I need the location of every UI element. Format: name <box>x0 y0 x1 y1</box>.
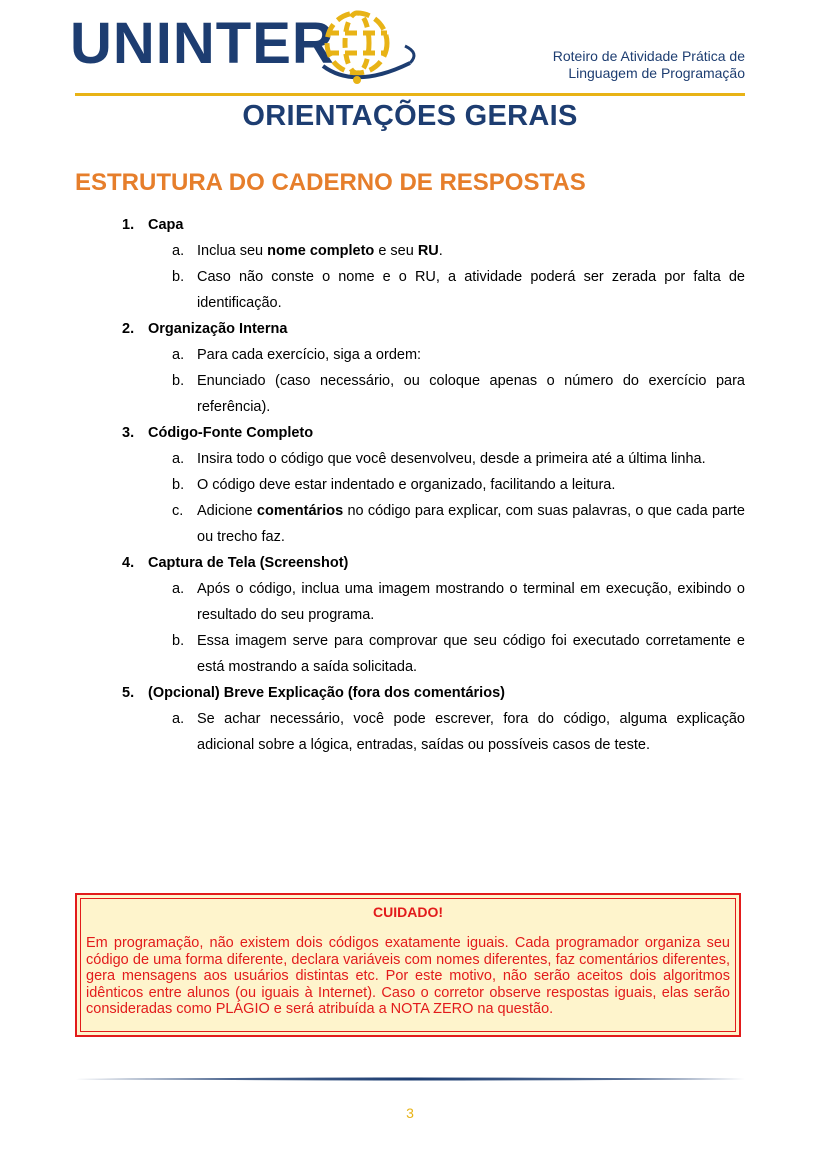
sub-item-text: Adicione comentários no código para explicar, com suas palavras, o que cada parte ou trecho faz. <box>197 503 745 545</box>
sub-item-text: Caso não conste o nome e o RU, a atividade poderá ser zerada por falta de identificação. <box>197 269 745 311</box>
item-title: Capa <box>148 217 184 233</box>
sub-item-letter: b. <box>172 477 185 493</box>
list-item-heading <box>122 212 745 238</box>
item-title: (Opcional) Breve Explicação (fora dos comentários) <box>148 685 505 701</box>
sub-item <box>122 342 745 368</box>
item-number: 2. <box>122 321 135 337</box>
page-title: ORIENTAÇÕES GERAIS <box>242 100 578 132</box>
sub-item <box>122 498 745 550</box>
section-title: ESTRUTURA DO CADERNO DE RESPOSTAS <box>75 169 586 196</box>
sub-item-letter: b. <box>172 633 185 649</box>
sub-item-text: Inclua seu nome completo e seu RU. <box>197 243 443 259</box>
item-number: 5. <box>122 685 135 701</box>
document-subtitle <box>553 48 745 82</box>
sub-item-letter: a. <box>172 711 185 727</box>
footer-divider <box>75 1077 745 1081</box>
sub-item <box>122 576 745 628</box>
sub-item <box>122 368 745 420</box>
sub-item-letter: a. <box>172 347 185 363</box>
page-number: 3 <box>406 1105 414 1121</box>
page-header <box>0 0 820 100</box>
subtitle-line-2: Linguagem de Programação <box>568 65 745 81</box>
sub-item <box>122 706 745 758</box>
sub-item-letter: a. <box>172 451 185 467</box>
logo-wordmark: UNINTER <box>70 11 335 76</box>
item-title: Organização Interna <box>148 321 288 337</box>
item-number: 1. <box>122 217 135 233</box>
uninter-logo <box>70 8 430 88</box>
sub-item-letter: c. <box>172 503 184 519</box>
answer-structure-list <box>122 212 745 758</box>
warning-text: Em programação, não existem dois códigos exatamente iguais. Cada programador organiza seu código de uma forma diferente, declara variáveis com nomes diferentes, faz comentários diferentes, gera mensagens aos usuários distintas etc. Por este motivo, não serão aceitos dois algoritmos idênticos entre alunos (ou iguais à Internet). Caso o corretor observe respostas iguais, elas serão consideradas como PLÁGIO e será atribuída a NOTA ZERO na questão. <box>86 935 730 1018</box>
sub-item <box>122 472 745 498</box>
sub-item-letter: b. <box>172 269 185 285</box>
list-item-heading <box>122 680 745 706</box>
sub-item <box>122 628 745 680</box>
sub-item-text: Se achar necessário, você pode escrever, fora do código, alguma explicação adicional sobre a lógica, entradas, saídas ou possíveis casos de teste. <box>197 711 745 753</box>
sub-item-letter: b. <box>172 373 185 389</box>
sub-item <box>122 238 745 264</box>
item-number: 3. <box>122 425 135 441</box>
sub-item-text: Essa imagem serve para comprovar que seu código foi executado corretamente e está mostrando a saída solicitada. <box>197 633 745 675</box>
globe-logo-icon <box>315 8 425 88</box>
sub-item-text: O código deve estar indentado e organizado, facilitando a leitura. <box>197 477 616 493</box>
sub-item <box>122 446 745 472</box>
item-title: Código-Fonte Completo <box>148 425 314 441</box>
sub-item-text: Insira todo o código que você desenvolveu, desde a primeira até a última linha. <box>197 451 706 467</box>
sub-item-text: Após o código, inclua uma imagem mostrando o terminal em execução, exibindo o resultado do seu programa. <box>197 581 745 623</box>
list-item-heading <box>122 316 745 342</box>
item-title: Captura de Tela (Screenshot) <box>148 555 349 571</box>
sub-item-text: Para cada exercício, siga a ordem: <box>197 347 422 363</box>
sub-item <box>122 264 745 316</box>
warning-box <box>75 893 741 1037</box>
warning-title: CUIDADO! <box>373 904 443 920</box>
sub-item-letter: a. <box>172 581 185 597</box>
subtitle-line-1: Roteiro de Atividade Prática de <box>552 48 745 64</box>
sub-item-text: Enunciado (caso necessário, ou coloque apenas o número do exercício para referência). <box>197 373 745 415</box>
sub-item-letter: a. <box>172 243 185 259</box>
warning-box-inner <box>80 898 736 1032</box>
header-divider <box>75 93 745 96</box>
list-item-heading <box>122 420 745 446</box>
item-number: 4. <box>122 555 135 571</box>
list-item-heading <box>122 550 745 576</box>
